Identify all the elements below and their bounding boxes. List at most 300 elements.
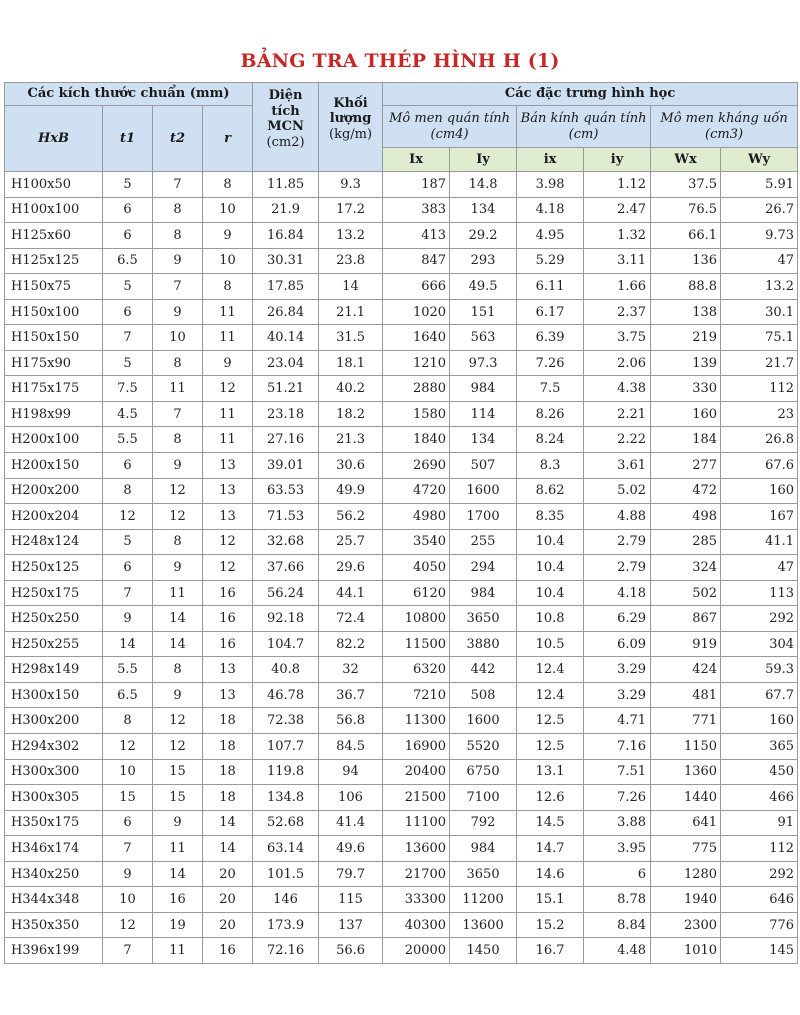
- table-cell: 7.26: [584, 785, 651, 811]
- table-cell: 7: [103, 580, 153, 606]
- table-cell: 984: [450, 836, 517, 862]
- table-cell: 11.85: [253, 172, 319, 198]
- table-cell: 25.7: [319, 529, 383, 555]
- section-name-cell: H250x250: [5, 606, 103, 632]
- table-cell: 14.8: [450, 172, 517, 198]
- area-line3: (cm2): [266, 134, 305, 150]
- table-cell: 792: [450, 810, 517, 836]
- table-cell: 7.5: [517, 376, 584, 402]
- section-name-cell: H200x204: [5, 504, 103, 530]
- table-cell: 8.84: [584, 912, 651, 938]
- table-cell: 82.2: [319, 631, 383, 657]
- table-cell: 14.5: [517, 810, 584, 836]
- table-cell: 137: [319, 912, 383, 938]
- table-cell: 11: [203, 325, 253, 351]
- table-cell: 112: [721, 376, 798, 402]
- table-row: [5, 785, 798, 811]
- table-cell: 151: [450, 299, 517, 325]
- table-cell: 107.7: [253, 734, 319, 760]
- table-cell: 919: [651, 631, 721, 657]
- table-row: [5, 657, 798, 683]
- table-cell: 12: [203, 555, 253, 581]
- table-cell: 1600: [450, 478, 517, 504]
- page-title: BẢNG TRA THÉP HÌNH H (1): [240, 50, 560, 72]
- table-cell: 29.2: [450, 223, 517, 249]
- table-cell: 10.4: [517, 529, 584, 555]
- section-name-cell: H250x175: [5, 580, 103, 606]
- section-name-cell: H294x302: [5, 734, 103, 760]
- table-cell: 5.91: [721, 172, 798, 198]
- table-row: [5, 836, 798, 862]
- radius-line1: Bán kính quán tính: [520, 110, 647, 126]
- table-cell: 14: [153, 861, 203, 887]
- table-row: [5, 172, 798, 198]
- table-cell: 3880: [450, 631, 517, 657]
- col-Wy: Wy: [721, 148, 798, 172]
- table-cell: 145: [721, 938, 798, 964]
- r-header: r: [203, 106, 253, 172]
- table-cell: 4.95: [517, 223, 584, 249]
- section-name-cell: H250x125: [5, 555, 103, 581]
- table-cell: 641: [651, 810, 721, 836]
- table-cell: 9: [153, 453, 203, 479]
- table-cell: 16: [203, 938, 253, 964]
- table-cell: 167: [721, 504, 798, 530]
- table-cell: 7: [103, 938, 153, 964]
- area-line1: Diện tích: [268, 88, 303, 119]
- table-row: [5, 861, 798, 887]
- table-row: [5, 427, 798, 453]
- table-row: [5, 325, 798, 351]
- table-cell: 20: [203, 861, 253, 887]
- table-cell: 13600: [450, 912, 517, 938]
- table-cell: 20: [203, 912, 253, 938]
- inertia-line1: Mô men quán tính: [389, 110, 510, 126]
- table-cell: 6: [103, 555, 153, 581]
- table-cell: 8.62: [517, 478, 584, 504]
- table-cell: 1210: [383, 350, 450, 376]
- steel-table: [4, 82, 798, 964]
- col-ix: ix: [517, 148, 584, 172]
- area-line2: MCN: [267, 119, 304, 135]
- table-cell: 8: [153, 427, 203, 453]
- table-cell: 79.7: [319, 861, 383, 887]
- table-cell: 72.4: [319, 606, 383, 632]
- table-cell: 13.2: [319, 223, 383, 249]
- table-cell: 106: [319, 785, 383, 811]
- table-cell: 6120: [383, 580, 450, 606]
- radius-header: [517, 106, 651, 148]
- table-cell: 6.39: [517, 325, 584, 351]
- table-cell: 1840: [383, 427, 450, 453]
- table-cell: 119.8: [253, 759, 319, 785]
- table-cell: 502: [651, 580, 721, 606]
- table-cell: 3.29: [584, 682, 651, 708]
- modulus-header: [651, 106, 798, 148]
- table-cell: 11: [203, 401, 253, 427]
- table-cell: 51.21: [253, 376, 319, 402]
- table-cell: 21500: [383, 785, 450, 811]
- table-cell: 219: [651, 325, 721, 351]
- table-cell: 9: [203, 223, 253, 249]
- table-cell: 92.18: [253, 606, 319, 632]
- col-Wx: Wx: [651, 148, 721, 172]
- table-cell: 46.78: [253, 682, 319, 708]
- table-cell: 14.6: [517, 861, 584, 887]
- table-cell: 32.68: [253, 529, 319, 555]
- table-cell: 15: [153, 785, 203, 811]
- table-cell: 3.75: [584, 325, 651, 351]
- table-cell: 40.2: [319, 376, 383, 402]
- table-cell: 139: [651, 350, 721, 376]
- table-cell: 255: [450, 529, 517, 555]
- table-cell: 277: [651, 453, 721, 479]
- table-cell: 12: [103, 734, 153, 760]
- table-cell: 7100: [450, 785, 517, 811]
- table-cell: 11200: [450, 887, 517, 913]
- table-cell: 88.8: [651, 274, 721, 300]
- table-cell: 1280: [651, 861, 721, 887]
- table-cell: 16900: [383, 734, 450, 760]
- table-cell: 40300: [383, 912, 450, 938]
- table-cell: 4.71: [584, 708, 651, 734]
- table-cell: 3.95: [584, 836, 651, 862]
- table-cell: 21700: [383, 861, 450, 887]
- table-cell: 12.5: [517, 734, 584, 760]
- table-cell: 63.53: [253, 478, 319, 504]
- table-row: [5, 682, 798, 708]
- table-cell: 293: [450, 248, 517, 274]
- table-cell: 6320: [383, 657, 450, 683]
- table-cell: 20400: [383, 759, 450, 785]
- table-cell: 13: [203, 504, 253, 530]
- table-cell: 32: [319, 657, 383, 683]
- table-cell: 39.01: [253, 453, 319, 479]
- table-cell: 14: [153, 606, 203, 632]
- table-cell: 1600: [450, 708, 517, 734]
- table-cell: 8: [153, 529, 203, 555]
- table-cell: 56.8: [319, 708, 383, 734]
- table-cell: 19: [153, 912, 203, 938]
- table-cell: 14: [103, 631, 153, 657]
- table-cell: 1450: [450, 938, 517, 964]
- table-cell: 330: [651, 376, 721, 402]
- table-cell: 1440: [651, 785, 721, 811]
- table-cell: 6: [103, 810, 153, 836]
- table-cell: 11: [203, 427, 253, 453]
- table-cell: 3650: [450, 606, 517, 632]
- table-cell: 47: [721, 248, 798, 274]
- table-cell: 6.11: [517, 274, 584, 300]
- table-cell: 498: [651, 504, 721, 530]
- t2-header: t2: [153, 106, 203, 172]
- section-name-cell: H298x149: [5, 657, 103, 683]
- table-cell: 4.18: [517, 197, 584, 223]
- table-cell: 40.8: [253, 657, 319, 683]
- table-cell: 8: [203, 274, 253, 300]
- table-cell: 16: [203, 606, 253, 632]
- section-name-cell: H350x350: [5, 912, 103, 938]
- table-cell: 4.18: [584, 580, 651, 606]
- table-cell: 1940: [651, 887, 721, 913]
- table-cell: 1.32: [584, 223, 651, 249]
- table-cell: 6: [103, 223, 153, 249]
- table-cell: 12: [103, 912, 153, 938]
- table-cell: 7.16: [584, 734, 651, 760]
- table-cell: 6: [584, 861, 651, 887]
- table-cell: 9: [103, 861, 153, 887]
- table-cell: 134: [450, 427, 517, 453]
- table-cell: 8.35: [517, 504, 584, 530]
- mass-line3: (kg/m): [329, 127, 373, 142]
- table-cell: 76.5: [651, 197, 721, 223]
- table-cell: 5.5: [103, 427, 153, 453]
- table-cell: 71.53: [253, 504, 319, 530]
- modulus-line2: (cm3): [705, 126, 744, 142]
- table-cell: 56.6: [319, 938, 383, 964]
- table-cell: 14: [203, 836, 253, 862]
- table-cell: 30.31: [253, 248, 319, 274]
- table-row: [5, 504, 798, 530]
- section-name-cell: H344x348: [5, 887, 103, 913]
- table-cell: 41.4: [319, 810, 383, 836]
- table-cell: 13.2: [721, 274, 798, 300]
- col-iy: iy: [584, 148, 651, 172]
- table-row: [5, 274, 798, 300]
- table-cell: 13: [203, 657, 253, 683]
- table-cell: 8: [153, 350, 203, 376]
- table-cell: 37.66: [253, 555, 319, 581]
- table-cell: 2.47: [584, 197, 651, 223]
- table-row: [5, 197, 798, 223]
- table-row: [5, 401, 798, 427]
- section-name-cell: H340x250: [5, 861, 103, 887]
- table-cell: 383: [383, 197, 450, 223]
- table-cell: 12: [203, 529, 253, 555]
- table-cell: 285: [651, 529, 721, 555]
- table-cell: 3.29: [584, 657, 651, 683]
- table-cell: 13.1: [517, 759, 584, 785]
- section-name-cell: H300x200: [5, 708, 103, 734]
- table-cell: 508: [450, 682, 517, 708]
- table-cell: 292: [721, 606, 798, 632]
- table-cell: 134: [450, 197, 517, 223]
- table-cell: 184: [651, 427, 721, 453]
- table-cell: 1020: [383, 299, 450, 325]
- table-cell: 33300: [383, 887, 450, 913]
- table-cell: 49.5: [450, 274, 517, 300]
- table-cell: 11: [203, 299, 253, 325]
- table-cell: 8: [203, 172, 253, 198]
- table-cell: 1150: [651, 734, 721, 760]
- table-cell: 12: [153, 504, 203, 530]
- table-cell: 4.5: [103, 401, 153, 427]
- table-cell: 59.3: [721, 657, 798, 683]
- table-cell: 37.5: [651, 172, 721, 198]
- table-cell: 10800: [383, 606, 450, 632]
- table-cell: 14: [319, 274, 383, 300]
- table-cell: 984: [450, 376, 517, 402]
- table-cell: 173.9: [253, 912, 319, 938]
- table-cell: 21.7: [721, 350, 798, 376]
- table-cell: 442: [450, 657, 517, 683]
- table-cell: 11: [153, 376, 203, 402]
- table-cell: 10: [153, 325, 203, 351]
- table-cell: 2300: [651, 912, 721, 938]
- table-cell: 146: [253, 887, 319, 913]
- table-cell: 771: [651, 708, 721, 734]
- table-cell: 9: [153, 555, 203, 581]
- table-cell: 507: [450, 453, 517, 479]
- table-cell: 472: [651, 478, 721, 504]
- table-cell: 4.88: [584, 504, 651, 530]
- section-name-cell: H396x199: [5, 938, 103, 964]
- table-cell: 11300: [383, 708, 450, 734]
- table-cell: 6: [103, 197, 153, 223]
- table-cell: 292: [721, 861, 798, 887]
- area-header: [253, 83, 319, 172]
- table-cell: 4.38: [584, 376, 651, 402]
- table-cell: 12.4: [517, 682, 584, 708]
- table-row: [5, 376, 798, 402]
- table-cell: 11100: [383, 810, 450, 836]
- table-cell: 26.8: [721, 427, 798, 453]
- mass-header: [319, 83, 383, 172]
- table-row: [5, 938, 798, 964]
- table-row: [5, 734, 798, 760]
- table-cell: 1580: [383, 401, 450, 427]
- modulus-line1: Mô men kháng uốn: [660, 110, 788, 126]
- table-cell: 3540: [383, 529, 450, 555]
- table-cell: 6.5: [103, 248, 153, 274]
- table-cell: 1640: [383, 325, 450, 351]
- table-cell: 49.9: [319, 478, 383, 504]
- section-name-cell: H350x175: [5, 810, 103, 836]
- table-cell: 136: [651, 248, 721, 274]
- table-cell: 9: [153, 248, 203, 274]
- table-cell: 23.8: [319, 248, 383, 274]
- table-cell: 4720: [383, 478, 450, 504]
- table-cell: 6750: [450, 759, 517, 785]
- table-cell: 8.26: [517, 401, 584, 427]
- table-cell: 2.22: [584, 427, 651, 453]
- table-cell: 67.6: [721, 453, 798, 479]
- table-cell: 13: [203, 453, 253, 479]
- section-name-cell: H248x124: [5, 529, 103, 555]
- section-name-cell: H300x150: [5, 682, 103, 708]
- table-cell: 160: [651, 401, 721, 427]
- table-cell: 5: [103, 172, 153, 198]
- table-cell: 9.73: [721, 223, 798, 249]
- table-cell: 5.5: [103, 657, 153, 683]
- section-name-cell: H175x90: [5, 350, 103, 376]
- table-cell: 44.1: [319, 580, 383, 606]
- table-cell: 21.9: [253, 197, 319, 223]
- table-cell: 775: [651, 836, 721, 862]
- table-cell: 18.2: [319, 401, 383, 427]
- table-cell: 84.5: [319, 734, 383, 760]
- section-name-cell: H200x150: [5, 453, 103, 479]
- table-cell: 6.17: [517, 299, 584, 325]
- table-cell: 12.4: [517, 657, 584, 683]
- table-cell: 160: [721, 708, 798, 734]
- table-cell: 16.84: [253, 223, 319, 249]
- mass-line2: lượng: [329, 111, 372, 127]
- table-row: [5, 248, 798, 274]
- inertia-header: [383, 106, 517, 148]
- t1-header: t1: [103, 106, 153, 172]
- table-cell: 1360: [651, 759, 721, 785]
- table-row: [5, 759, 798, 785]
- section-name-cell: H100x50: [5, 172, 103, 198]
- table-cell: 9: [153, 810, 203, 836]
- table-cell: 138: [651, 299, 721, 325]
- table-cell: 984: [450, 580, 517, 606]
- table-cell: 7.26: [517, 350, 584, 376]
- table-cell: 23.04: [253, 350, 319, 376]
- table-cell: 4980: [383, 504, 450, 530]
- table-cell: 26.84: [253, 299, 319, 325]
- table-cell: 9: [153, 682, 203, 708]
- table-cell: 365: [721, 734, 798, 760]
- table-cell: 5.02: [584, 478, 651, 504]
- table-cell: 187: [383, 172, 450, 198]
- table-cell: 16.7: [517, 938, 584, 964]
- table-cell: 324: [651, 555, 721, 581]
- table-cell: 450: [721, 759, 798, 785]
- table-cell: 5520: [450, 734, 517, 760]
- table-cell: 7: [153, 172, 203, 198]
- table-cell: 3.98: [517, 172, 584, 198]
- table-row: [5, 453, 798, 479]
- table-cell: 10.8: [517, 606, 584, 632]
- table-body: [5, 172, 798, 964]
- section-name-cell: H125x125: [5, 248, 103, 274]
- geo-group-header: Các đặc trưng hình học: [383, 83, 798, 106]
- table-cell: 9: [153, 299, 203, 325]
- table-row: [5, 631, 798, 657]
- table-cell: 3.11: [584, 248, 651, 274]
- table-cell: 2.21: [584, 401, 651, 427]
- table-cell: 3.88: [584, 810, 651, 836]
- table-cell: 8: [103, 708, 153, 734]
- table-cell: 31.5: [319, 325, 383, 351]
- table-cell: 12: [153, 478, 203, 504]
- table-cell: 10: [103, 887, 153, 913]
- table-cell: 5: [103, 274, 153, 300]
- table-cell: 72.38: [253, 708, 319, 734]
- inertia-line2: (cm4): [430, 126, 469, 142]
- table-cell: 30.6: [319, 453, 383, 479]
- table-row: [5, 350, 798, 376]
- radius-line2: (cm): [568, 126, 599, 142]
- table-cell: 11: [153, 580, 203, 606]
- table-cell: 8: [153, 657, 203, 683]
- table-cell: 847: [383, 248, 450, 274]
- table-cell: 49.6: [319, 836, 383, 862]
- table-cell: 776: [721, 912, 798, 938]
- table-cell: 72.16: [253, 938, 319, 964]
- table-cell: 9: [103, 606, 153, 632]
- table-row: [5, 887, 798, 913]
- table-cell: 15: [103, 785, 153, 811]
- table-cell: 14.7: [517, 836, 584, 862]
- table-cell: 3.61: [584, 453, 651, 479]
- table-cell: 1010: [651, 938, 721, 964]
- table-cell: 29.6: [319, 555, 383, 581]
- table-cell: 2.06: [584, 350, 651, 376]
- table-cell: 20: [203, 887, 253, 913]
